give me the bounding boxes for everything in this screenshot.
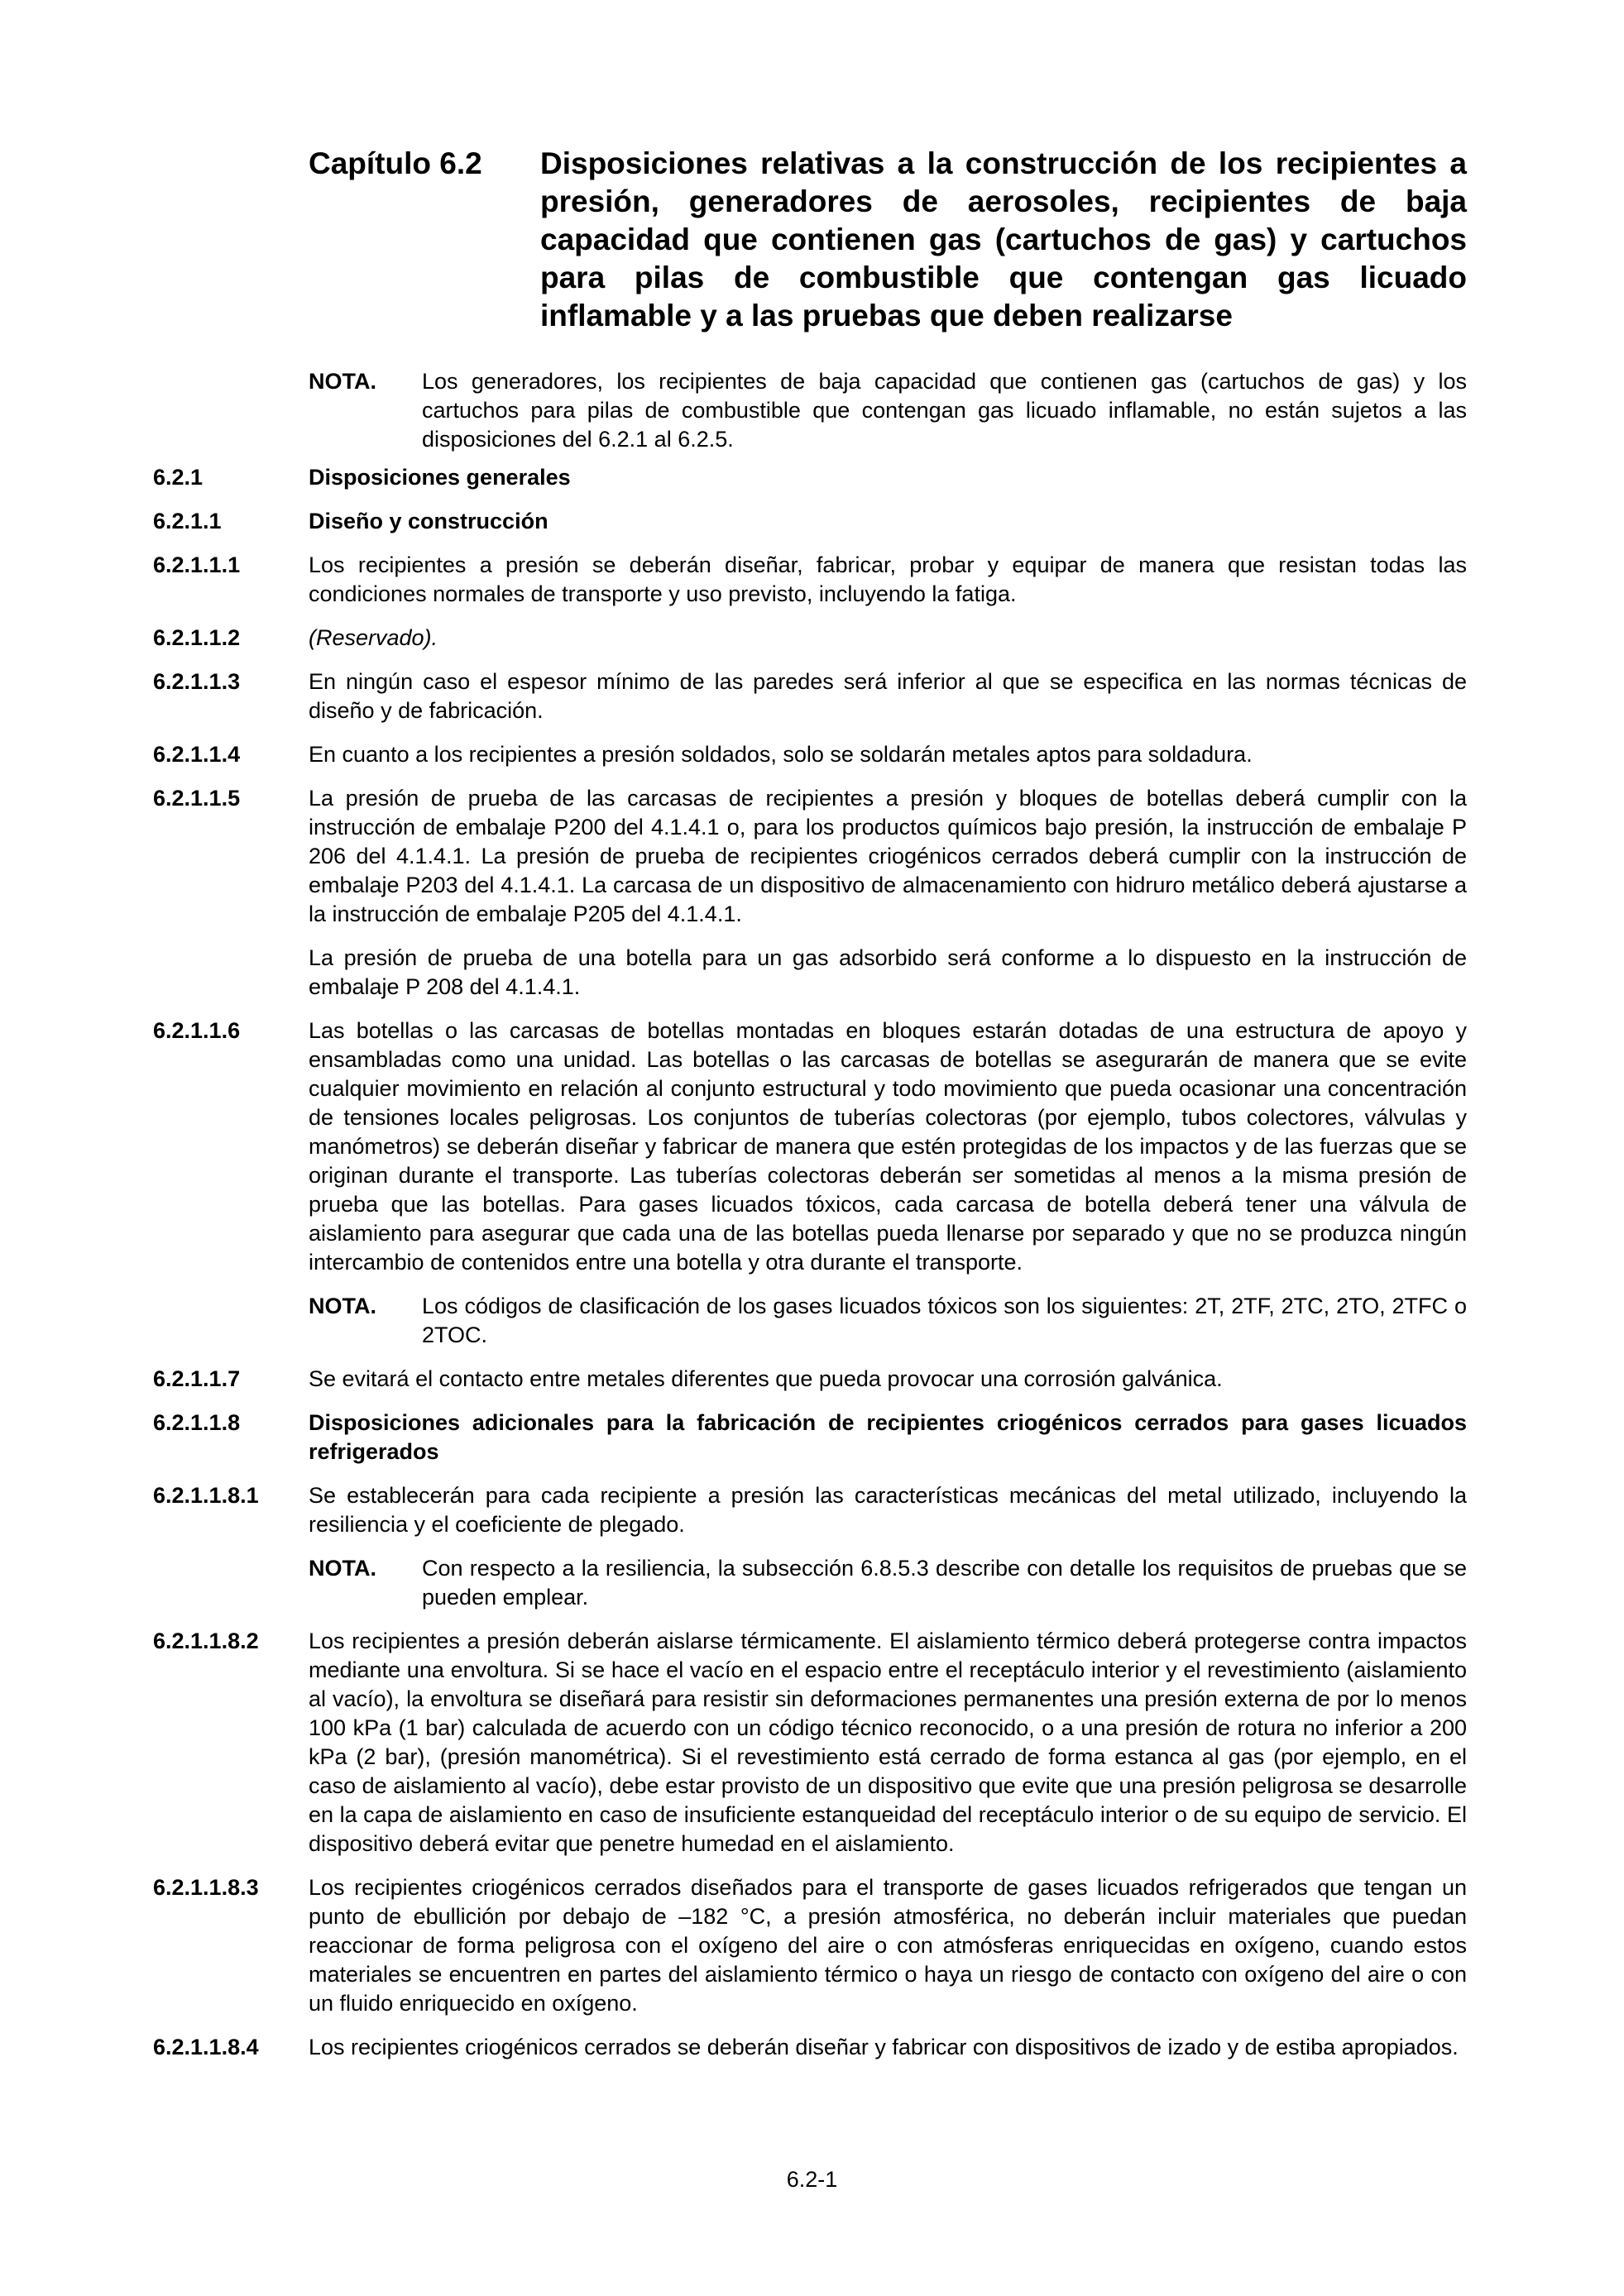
document-body <box>153 463 1467 2077</box>
para-6-2-1-1-1 <box>153 551 1467 609</box>
para-6-2-1-1-5 <box>153 784 1467 929</box>
para-6-2-1-1-2 <box>153 624 1467 653</box>
paragraph-text: En cuanto a los recipientes a presión soldados, solo se soldarán metales aptos para soldadura. <box>309 742 1253 767</box>
paragraph-text: Los recipientes criogénicos cerrados diseñados para el transporte de gases licuados refrigerados que tengan un punto de ebullición por debajo de –182 °C, a presión atmosférica, no deberán incluir materiales que puedan reaccionar de forma peligrosa con el oxígeno del aire o con atmósferas enriquecidas en oxígeno, cuando estos materiales se encuentren en partes del aislamiento térmico o haya un riesgo de contacto con oxígeno del aire o con un fluido enriquecido en oxígeno. <box>309 1875 1467 2016</box>
para-6-2-1-1-7 <box>153 1365 1467 1394</box>
note-label: NOTA. <box>309 1294 376 1318</box>
paragraph-text: La presión de prueba de las carcasas de recipientes a presión y bloques de botellas deberá cumplir con la instrucción de embalaje P200 del 4.1.4.1 o, para los productos químicos bajo presión, la instrucción de embalaje P 206 del 4.1.4.1. La presión de prueba de recipientes criogénicos cerrados deberá cumplir con la instrucción de embalaje P203 del 4.1.4.1. La carcasa de un dispositivo de almacenamiento con hidruro metálico deberá ajustarse a la instrucción de embalaje P205 del 4.1.4.1. <box>309 786 1467 926</box>
paragraph-number: 6.2.1.1.8.1 <box>153 1483 259 1508</box>
para-6-2-1-1-8-1 <box>153 1481 1467 1539</box>
para-6-2-1-1-6 <box>153 1016 1467 1277</box>
chapter-number: Capítulo 6.2 <box>309 146 482 180</box>
paragraph-text: Los recipientes a presión deberán aislarse térmicamente. El aislamiento térmico deberá protegerse contra impactos mediante una envoltura. Si se hace el vacío en el espacio entre el receptáculo interior y el revestimiento (aislamiento al vacío), la envoltura se diseñará para resistir sin deformaciones permanentes una presión externa de por lo menos 100 kPa (1 bar) calculada de acuerdo con un código técnico reconocido, o a una presión de rotura no inferior a 200 kPa (2 bar), (presión manométrica). Si el revestimiento está cerrado de forma estanca al gas (por ejemplo, en el caso de aislamiento al vacío), debe estar provisto de un dispositivo que evite que una presión peligrosa se desarrolle en la capa de aislamiento en caso de insuficiente estanqueidad del receptáculo interior o de su equipo de servicio. El dispositivo deberá evitar que penetre humedad en el aislamiento. <box>309 1629 1467 1856</box>
section-heading: Disposiciones generales <box>309 465 571 490</box>
paragraph-text: En ningún caso el espesor mínimo de las paredes será inferior al que se especifica en las normas técnicas de diseño y de fabricación. <box>309 669 1467 723</box>
chapter-title: Disposiciones relativas a la construcción de los recipientes a presión, generadores de aerosoles, recipientes de baja capacidad que contienen gas (cartuchos de gas) y cartuchos para pilas de combustible que contengan gas licuado inflamable y a las pruebas que deben realizarse <box>540 146 1467 332</box>
para-6-2-1-1-4 <box>153 740 1467 769</box>
paragraph-number: 6.2.1.1.2 <box>153 625 241 650</box>
section-number: 6.2.1.1 <box>153 509 222 533</box>
paragraph-text: Se evitará el contacto entre metales diferentes que pueda provocar una corrosión galvánica. <box>309 1366 1223 1391</box>
paragraph-number: 6.2.1.1.8.3 <box>153 1875 259 1900</box>
paragraph-number: 6.2.1.1.6 <box>153 1018 241 1043</box>
note-text: Los generadores, los recipientes de baja capacidad que contienen gas (cartuchos de gas) y los cartuchos para pilas de combustible que contengan gas licuado inflamable, no están sujetos a las disposiciones del 6.2.1 al 6.2.5. <box>422 369 1467 452</box>
para-6-2-1-1-8 <box>153 1409 1467 1466</box>
paragraph-text: Los recipientes a presión se deberán diseñar, fabricar, probar y equipar de manera que resistan todas las condiciones normales de transporte y uso previsto, incluyendo la fatiga. <box>309 552 1467 606</box>
paragraph-text: (Reservado). <box>309 625 438 650</box>
paragraph-number: 6.2.1.1.8.4 <box>153 2035 259 2059</box>
para-6-2-1-1-8-4 <box>153 2033 1467 2062</box>
note-text: Con respecto a la resiliencia, la subsección 6.8.5.3 describe con detalle los requisitos de pruebas que se pueden emplear. <box>422 1556 1467 1610</box>
page-number: 6.2-1 <box>786 2167 838 2192</box>
paragraph-text: Las botellas o las carcasas de botellas montadas en bloques estarán dotadas de una estructura de apoyo y ensambladas como una unidad. Las botellas o las carcasas de botellas se asegurarán de manera que se evite cualquier movimiento en relación al conjunto estructural y todo movimiento que pueda ocasionar una concentración de tensiones locales peligrosas. Los conjuntos de tuberías colectoras (por ejemplo, tubos colectores, válvulas y manómetros) se deberán diseñar y fabricar de manera que estén protegidas de los impactos y de las fuerzas que se originan durante el transporte. Las tuberías colectoras deberán ser sometidas al menos a la misma presión de prueba que las botellas. Para gases licuados tóxicos, cada carcasa de botella deberá tener una válvula de aislamiento para asegurar que cada una de las botellas pueda llenarse por separado y que no se produzca ningún intercambio de contenidos entre una botella y otra durante el transporte. <box>309 1018 1467 1275</box>
note-6-2-1-1-8-1 <box>309 1554 1467 1612</box>
paragraph-text: Los recipientes criogénicos cerrados se deberán diseñar y fabricar con dispositivos de izado y de estiba apropiados. <box>309 2035 1459 2059</box>
section-number: 6.2.1 <box>153 465 204 490</box>
para-6-2-1-1-3 <box>153 667 1467 725</box>
paragraph-number: 6.2.1.1.5 <box>153 786 241 811</box>
paragraph-number: 6.2.1.1.8.2 <box>153 1629 259 1653</box>
para-6-2-1-1-8-3 <box>153 1873 1467 2018</box>
para-6-2-1-1-8-2 <box>153 1627 1467 1858</box>
note-label: NOTA. <box>309 1556 376 1581</box>
paragraph-number: 6.2.1.1.8 <box>153 1410 241 1435</box>
section-6-2-1 <box>153 463 1467 492</box>
paragraph-text: Se establecerán para cada recipiente a presión las características mecánicas del metal utilizado, incluyendo la resiliencia y el coeficiente de plegado. <box>309 1483 1467 1537</box>
note-6-2-1-1-6 <box>309 1292 1467 1350</box>
note-label: NOTA. <box>309 369 376 394</box>
paragraph-number: 6.2.1.1.1 <box>153 552 241 577</box>
paragraph-number: 6.2.1.1.7 <box>153 1366 241 1391</box>
paragraph-continuation: La presión de prueba de una botella para un gas adsorbido será conforme a lo dispuesto en la instrucción de embalaje P 208 del 4.1.4.1. <box>309 945 1467 999</box>
section-heading: Diseño y construcción <box>309 509 549 533</box>
section-6-2-1-1 <box>153 507 1467 536</box>
paragraph-number: 6.2.1.1.4 <box>153 742 241 767</box>
note-text: Los códigos de clasificación de los gases licuados tóxicos son los siguientes: 2T, 2TF, 2TC, 2TO, 2TFC o 2TOC. <box>422 1294 1467 1347</box>
paragraph-heading: Disposiciones adicionales para la fabricación de recipientes criogénicos cerrados para gases licuados refrigerados <box>309 1410 1467 1464</box>
paragraph-number: 6.2.1.1.3 <box>153 669 241 694</box>
